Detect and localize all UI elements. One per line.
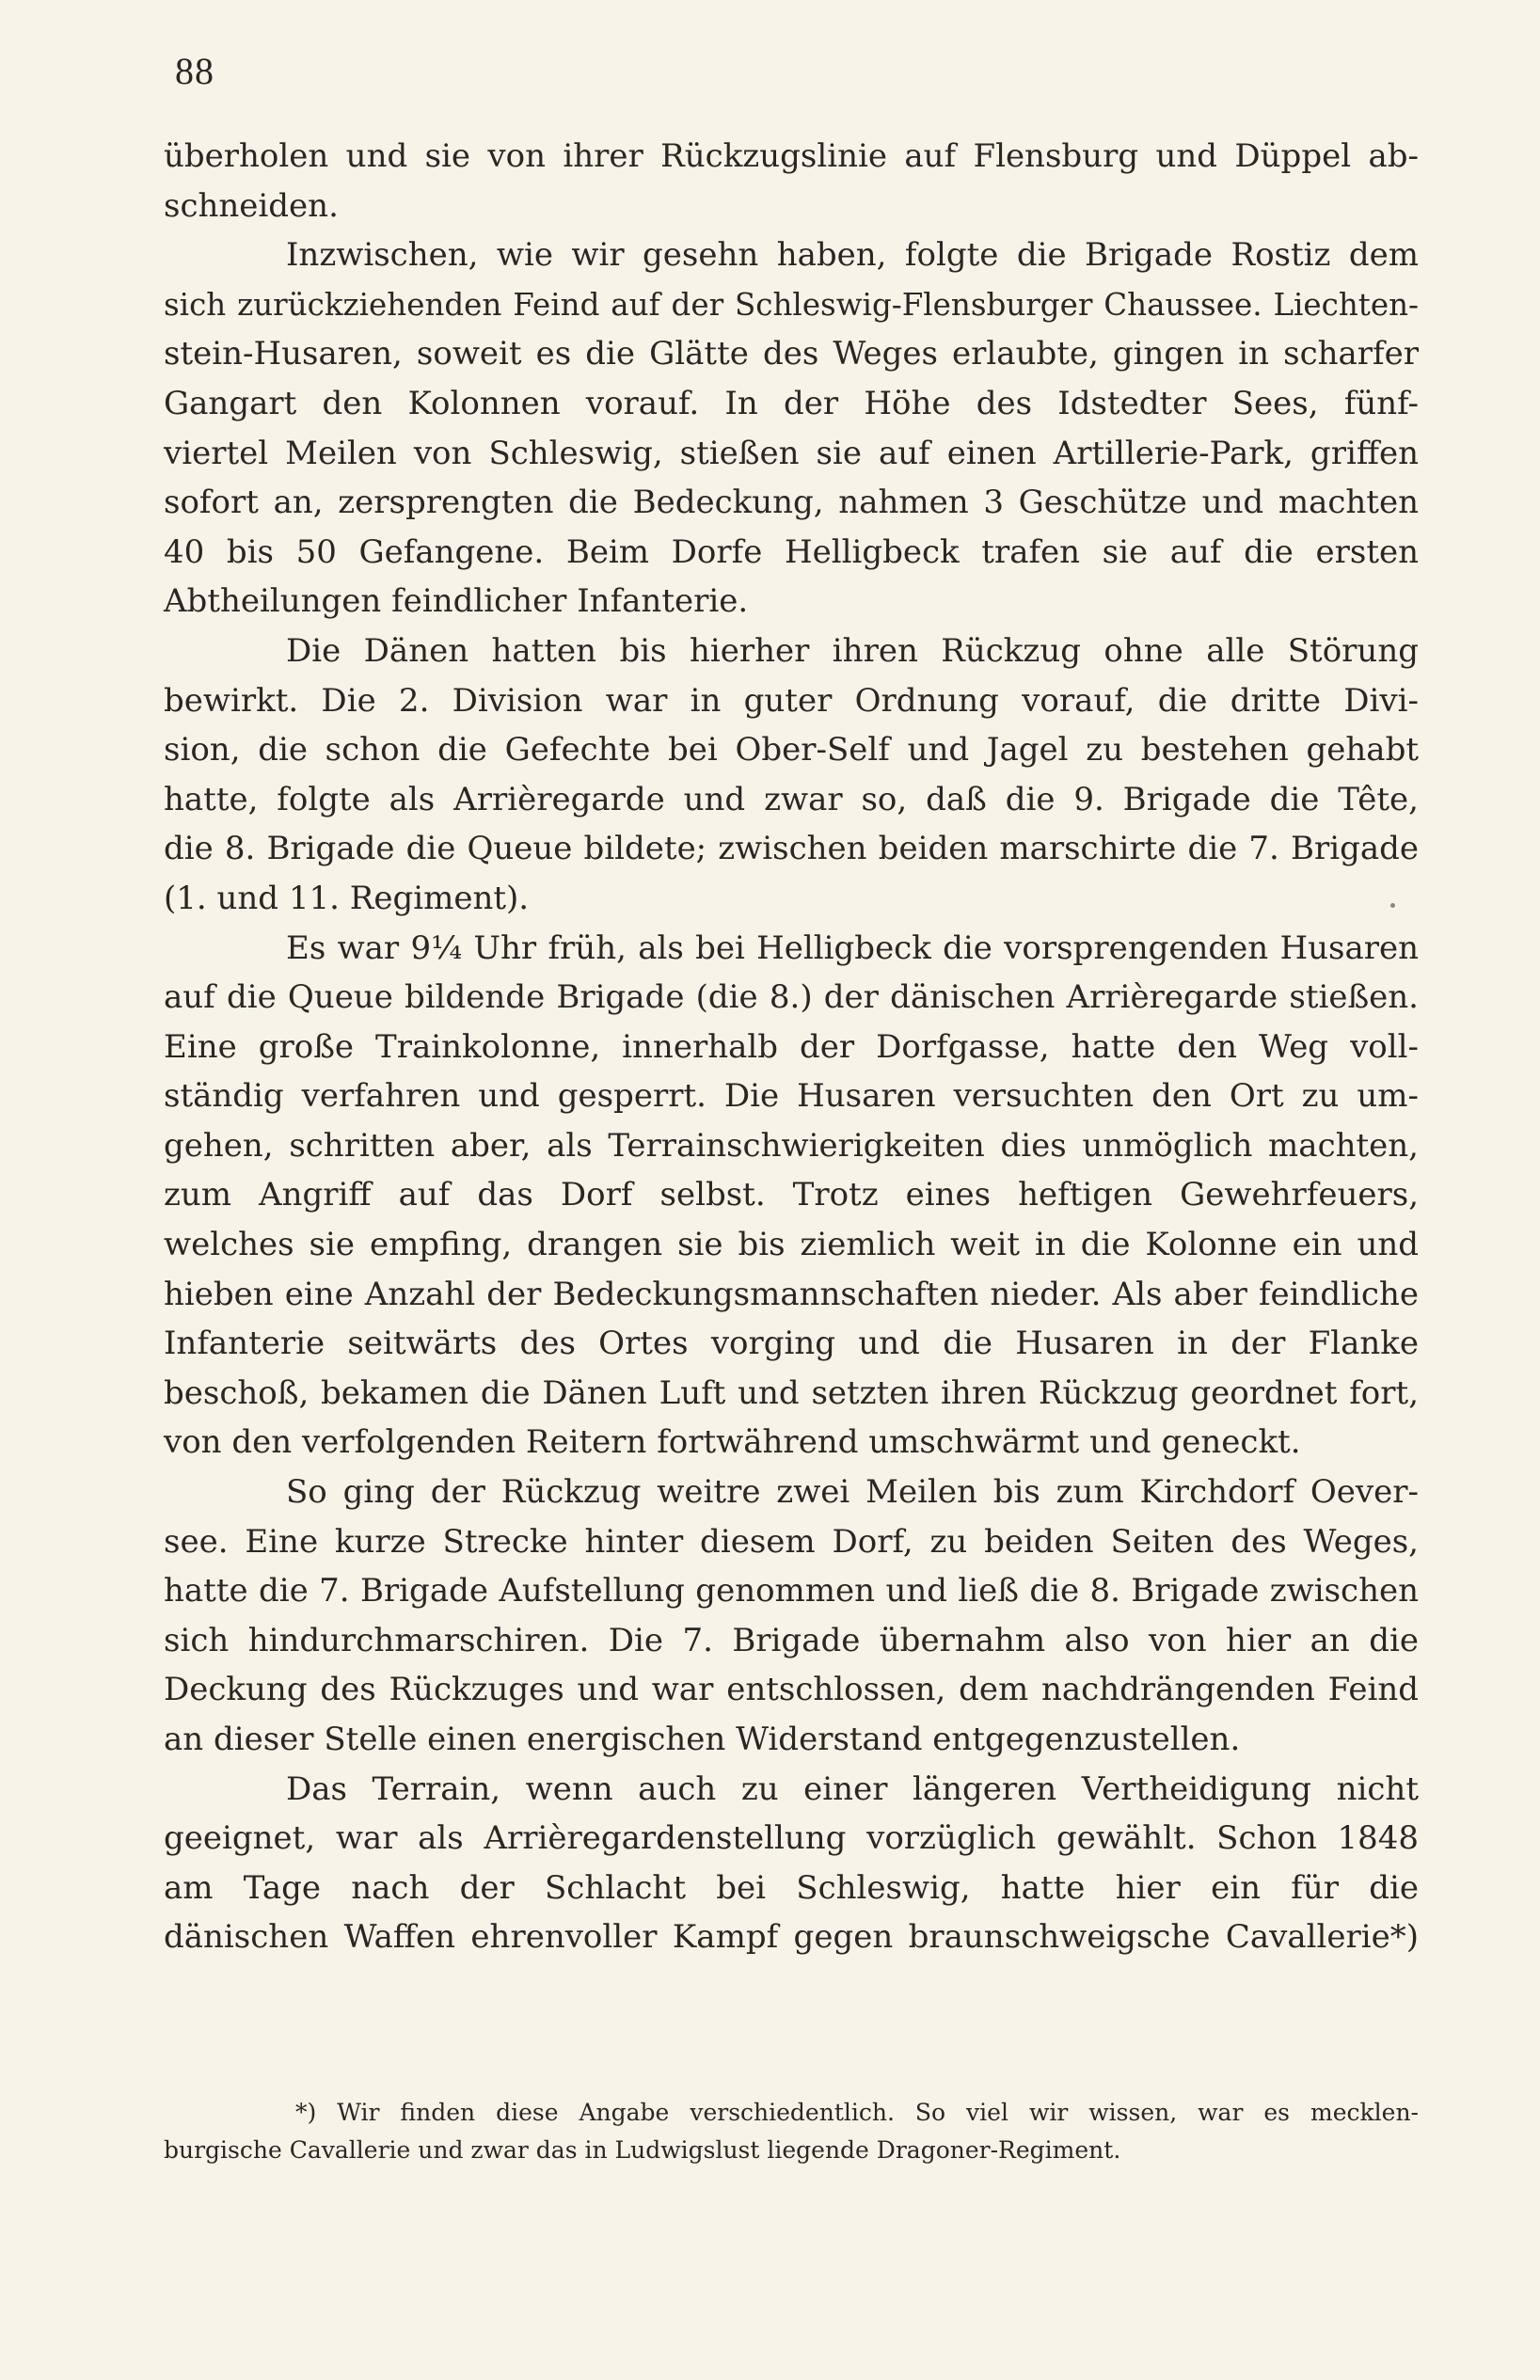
text-line: (1. und 11. Regiment). (164, 879, 530, 917)
text-line: gehen, schritten aber, als Terrainschwierigkeiten dies unmöglich machten, (164, 1126, 1419, 1165)
text-line: Eine große Trainkolonne, innerhalb der Dorfgasse, hatte den Weg voll- (164, 1027, 1419, 1066)
body-text (164, 132, 1419, 1962)
text-line: bewirkt. Die 2. Division war in guter Ordnung vorauf, die dritte Divi- (164, 681, 1419, 720)
text-line: see. Eine kurze Strecke hinter diesem Dorf, zu beiden Seiten des Weges, (164, 1522, 1419, 1561)
text-line: sich hindurchmarschiren. Die 7. Brigade übernahm also von hier an die (164, 1621, 1419, 1659)
text-line: geeignet, war als Arrièregardenstellung vorzüglich gewählt. Schon 1848 (164, 1819, 1419, 1858)
text-line: So ging der Rückzug weitre zwei Meilen bis zum Kirchdorf Oever- (286, 1473, 1419, 1512)
paper-speck (1390, 903, 1395, 908)
footnote (164, 2094, 1419, 2169)
text-line: viertel Meilen von Schleswig, stießen sie auf einen Artillerie-Park, griffen (164, 434, 1419, 472)
text-line: am Tage nach der Schlacht bei Schleswig, hatte hier ein für die (164, 1868, 1419, 1907)
text-line: Gangart den Kolonnen vorauf. In der Höhe des Idstedter Sees, fünf- (164, 384, 1419, 422)
text-line: sich zurückziehenden Feind auf der Schleswig-Flensburger Chaussee. Liechten- (164, 286, 1419, 323)
text-line: Infanterie seitwärts des Ortes vorging und die Husaren in der Flanke (164, 1325, 1419, 1363)
page-number: 88 (175, 50, 214, 92)
text-line: die 8. Brigade die Queue bildete; zwischen beiden marschirte die 7. Brigade (164, 830, 1419, 868)
text-line: hieben eine Anzahl der Bedeckungsmannschaften nieder. Als aber feindliche (164, 1275, 1419, 1313)
text-line: Die Dänen hatten bis hierher ihren Rückzug ohne alle Störung (286, 631, 1419, 670)
text-line: Es war 9¼ Uhr früh, als bei Helligbeck die vorsprengenden Husaren (286, 928, 1419, 967)
text-line: überholen und sie von ihrer Rückzugslinie auf Flensburg und Düppel ab- (164, 137, 1419, 175)
text-line: Abtheilungen feindlicher Infanterie. (164, 582, 749, 621)
text-line: sofort an, zersprengten die Bedeckung, nahmen 3 Geschütze und machten (164, 484, 1419, 522)
text-line: welches sie empfing, drangen sie bis ziemlich weit in die Kolonne ein und (164, 1226, 1419, 1264)
footnote-line: *) Wir finden diese Angabe verschiedentlich. So viel wir wissen, war es mecklen- (295, 2099, 1419, 2126)
text-line: hatte die 7. Brigade Aufstellung genommen und ließ die 8. Brigade zwischen (164, 1572, 1419, 1610)
text-line: 40 bis 50 Gefangene. Beim Dorfe Helligbeck trafen sie auf die ersten (164, 532, 1419, 571)
text-line: auf die Queue bildende Brigade (die 8.) der dänischen Arrièregarde stießen. (164, 978, 1419, 1017)
text-line: hatte, folgte als Arrièregarde und zwar so, daß die 9. Brigade die Tête, (164, 780, 1419, 818)
text-line: zum Angriff auf das Dorf selbst. Trotz eines heftigen Gewehrfeuers, (164, 1176, 1419, 1214)
text-line: sion, die schon die Gefechte bei Ober-Self und Jagel zu bestehen gehabt (164, 731, 1419, 770)
text-line: dänischen Waffen ehrenvoller Kampf gegen braunschweigsche Cavallerie*) (164, 1918, 1419, 1957)
text-line: an dieser Stelle einen energischen Widerstand entgegenzustellen. (164, 1721, 1241, 1758)
text-line: ständig verfahren und gesperrt. Die Husaren versuchten den Ort zu um- (164, 1077, 1419, 1116)
text-line: beschoß, bekamen die Dänen Luft und setzten ihren Rückzug geordnet fort, (164, 1373, 1419, 1412)
text-line: Inzwischen, wie wir gesehn haben, folgte die Brigade Rostiz dem (286, 236, 1419, 275)
text-line: Das Terrain, wenn auch zu einer längeren Vertheidigung nicht (286, 1769, 1419, 1808)
text-line: stein-Husaren, soweit es die Glätte des Weges erlaubte, gingen in scharfer (164, 335, 1419, 373)
footnote-line: burgische Cavallerie und zwar das in Ludwigslust liegende Dragoner-Regiment. (164, 2136, 1121, 2164)
text-line: von den verfolgenden Reitern fortwährend umschwärmt und geneckt. (164, 1423, 1301, 1462)
text-line: schneiden. (164, 186, 339, 225)
text-line: Deckung des Rückzuges und war entschlossen, dem nachdrängenden Feind (164, 1671, 1419, 1709)
